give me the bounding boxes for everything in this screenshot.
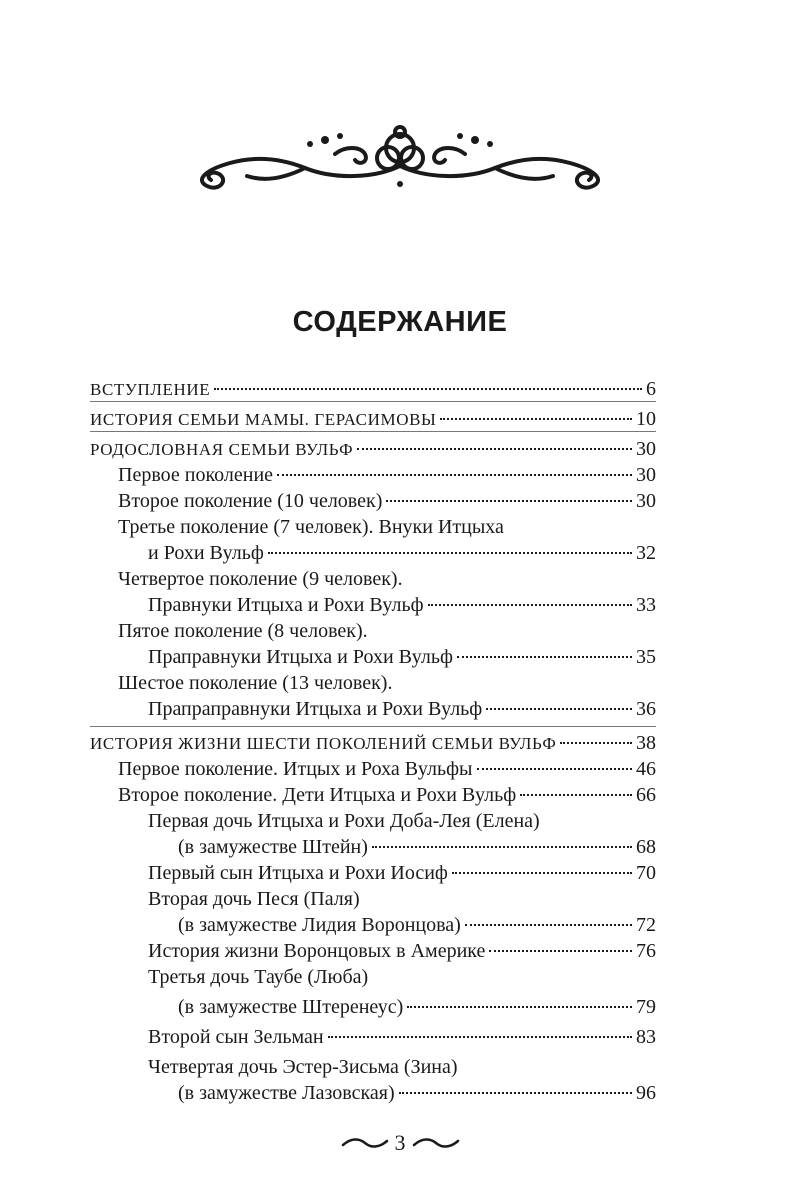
toc-entry-text: Шестое поколение (13 человек).	[118, 672, 393, 694]
toc-entry[interactable]	[118, 756, 656, 782]
toc-entry[interactable]	[90, 406, 656, 433]
toc-entry[interactable]	[118, 566, 656, 592]
toc-page-number: 72	[636, 914, 656, 936]
toc-page-number: 46	[636, 758, 656, 780]
toc-entry[interactable]	[118, 618, 656, 644]
toc-entry-text: ВСТУПЛЕНИЕ	[90, 380, 211, 399]
toc-page-number: 30	[636, 464, 656, 486]
toc-page-number: 83	[636, 1026, 656, 1048]
dot-leader	[440, 418, 632, 420]
toc-entry[interactable]	[90, 730, 656, 757]
toc-entry-text: Прапраправнуки Итцыха и Рохи Вульф	[148, 698, 483, 720]
toc-entry-text: (в замужестве Лидия Воронцова)	[178, 914, 461, 936]
toc-page-number: 36	[636, 698, 656, 720]
toc-entry-text: (в замужестве Лазовская)	[178, 1082, 395, 1104]
toc-entry-text: Праправнуки Итцыха и Рохи Вульф	[148, 646, 453, 668]
page-title: СОДЕРЖАНИЕ	[292, 306, 508, 338]
toc-entry[interactable]	[118, 670, 656, 696]
tilde-swash-icon	[412, 1136, 460, 1150]
dot-leader	[214, 388, 642, 390]
toc-page-number: 30	[636, 438, 656, 460]
toc-entry[interactable]	[148, 886, 656, 912]
toc-entry[interactable]	[90, 376, 656, 403]
toc-entry[interactable]	[148, 964, 656, 990]
dot-leader	[477, 768, 633, 770]
dot-leader	[357, 448, 632, 450]
toc-page-number: 32	[636, 542, 656, 564]
toc-entry-continued[interactable]	[148, 696, 656, 722]
dot-leader	[452, 872, 632, 874]
toc-entry-text: Вторая дочь Песя (Паля)	[148, 888, 360, 910]
toc-entry-continued[interactable]	[178, 994, 656, 1020]
toc-entry-text: Первое поколение	[118, 464, 274, 486]
toc-entry-continued[interactable]	[148, 540, 656, 566]
divider	[90, 401, 656, 402]
toc-entry[interactable]	[148, 808, 656, 834]
toc-page-number: 10	[636, 408, 656, 430]
page-number	[0, 1130, 800, 1156]
toc-entry-text: Третье поколение (7 человек). Внуки Итцыха	[118, 516, 504, 538]
toc-entry-text: Первое поколение. Итцых и Роха Вульфы	[118, 758, 473, 780]
dot-leader	[328, 1036, 632, 1038]
toc-page-number: 38	[636, 732, 656, 754]
dot-leader	[457, 656, 632, 658]
toc-entry[interactable]	[118, 462, 656, 488]
divider	[90, 726, 656, 727]
tilde-swash-icon	[341, 1136, 389, 1150]
dot-leader	[372, 846, 632, 848]
toc-page-number: 68	[636, 836, 656, 858]
toc-page-number: 33	[636, 594, 656, 616]
dot-leader	[486, 708, 632, 710]
toc-entry-text: РОДОСЛОВНАЯ СЕМЬИ ВУЛЬФ	[90, 440, 354, 459]
dot-leader	[386, 500, 632, 502]
dot-leader	[277, 474, 632, 476]
toc-page-number: 35	[636, 646, 656, 668]
toc-page-number: 30	[636, 490, 656, 512]
toc-entry-text: Первый сын Итцыха и Рохи Иосиф	[148, 862, 448, 884]
toc-entry-continued[interactable]	[148, 644, 656, 670]
dot-leader	[520, 794, 632, 796]
toc-entry-continued[interactable]	[178, 1080, 656, 1106]
toc-entry-continued[interactable]	[148, 592, 656, 618]
dot-leader	[399, 1092, 632, 1094]
toc-page-number: 96	[636, 1082, 656, 1104]
toc-entry-continued[interactable]	[178, 912, 656, 938]
toc-entry-text: Второе поколение. Дети Итцыха и Рохи Вульф	[118, 784, 517, 806]
toc-page-number: 6	[646, 378, 656, 400]
dot-leader	[465, 924, 632, 926]
toc-entry-text: История жизни Воронцовых в Америке	[148, 940, 486, 962]
toc-entry-text: Второй сын Зельман	[148, 1026, 324, 1048]
toc-entry-text: Правнуки Итцыха и Рохи Вульф	[148, 594, 424, 616]
dot-leader	[407, 1006, 632, 1008]
toc-entry[interactable]	[148, 860, 656, 886]
toc-entry-text: Второе поколение (10 человек)	[118, 490, 383, 512]
toc-page-number: 70	[636, 862, 656, 884]
toc-entry[interactable]	[90, 436, 656, 463]
toc-entry-text: Четвертая дочь Эстер-Зисьма (Зина)	[148, 1056, 458, 1078]
dot-leader	[560, 742, 632, 744]
toc-entry[interactable]	[118, 488, 656, 514]
toc-entry-text: ИСТОРИЯ ЖИЗНИ ШЕСТИ ПОКОЛЕНИЙ СЕМЬИ ВУЛЬФ	[90, 734, 557, 753]
toc-entry[interactable]	[148, 1024, 656, 1050]
toc-entry-text: ИСТОРИЯ СЕМЬИ МАМЫ. ГЕРАСИМОВЫ	[90, 410, 437, 429]
dot-leader	[489, 950, 632, 952]
toc-entry-text: (в замужестве Штеренеус)	[178, 996, 404, 1018]
dot-leader	[428, 604, 632, 606]
toc-entry[interactable]	[148, 938, 656, 964]
divider	[90, 431, 656, 432]
toc-entry[interactable]	[118, 514, 656, 540]
toc-entry-text: Первая дочь Итцыха и Рохи Доба-Лея (Елена)	[148, 810, 540, 832]
toc-entry-text: и Рохи Вульф	[148, 542, 264, 564]
page-number-text: 3	[394, 1130, 406, 1155]
toc-entry-text: (в замужестве Штейн)	[178, 836, 368, 858]
toc-entry[interactable]	[148, 1054, 656, 1080]
toc-page-number: 76	[636, 940, 656, 962]
toc-page-number: 66	[636, 784, 656, 806]
toc-entry-text: Третья дочь Таубе (Люба)	[148, 966, 369, 988]
dot-leader	[268, 552, 632, 554]
toc-entry-text: Четвертое поколение (9 человек).	[118, 568, 403, 590]
toc-entry[interactable]	[118, 782, 656, 808]
toc-entry-text: Пятое поколение (8 человек).	[118, 620, 368, 642]
toc-entry-continued[interactable]	[178, 834, 656, 860]
toc-page-number: 79	[636, 996, 656, 1018]
